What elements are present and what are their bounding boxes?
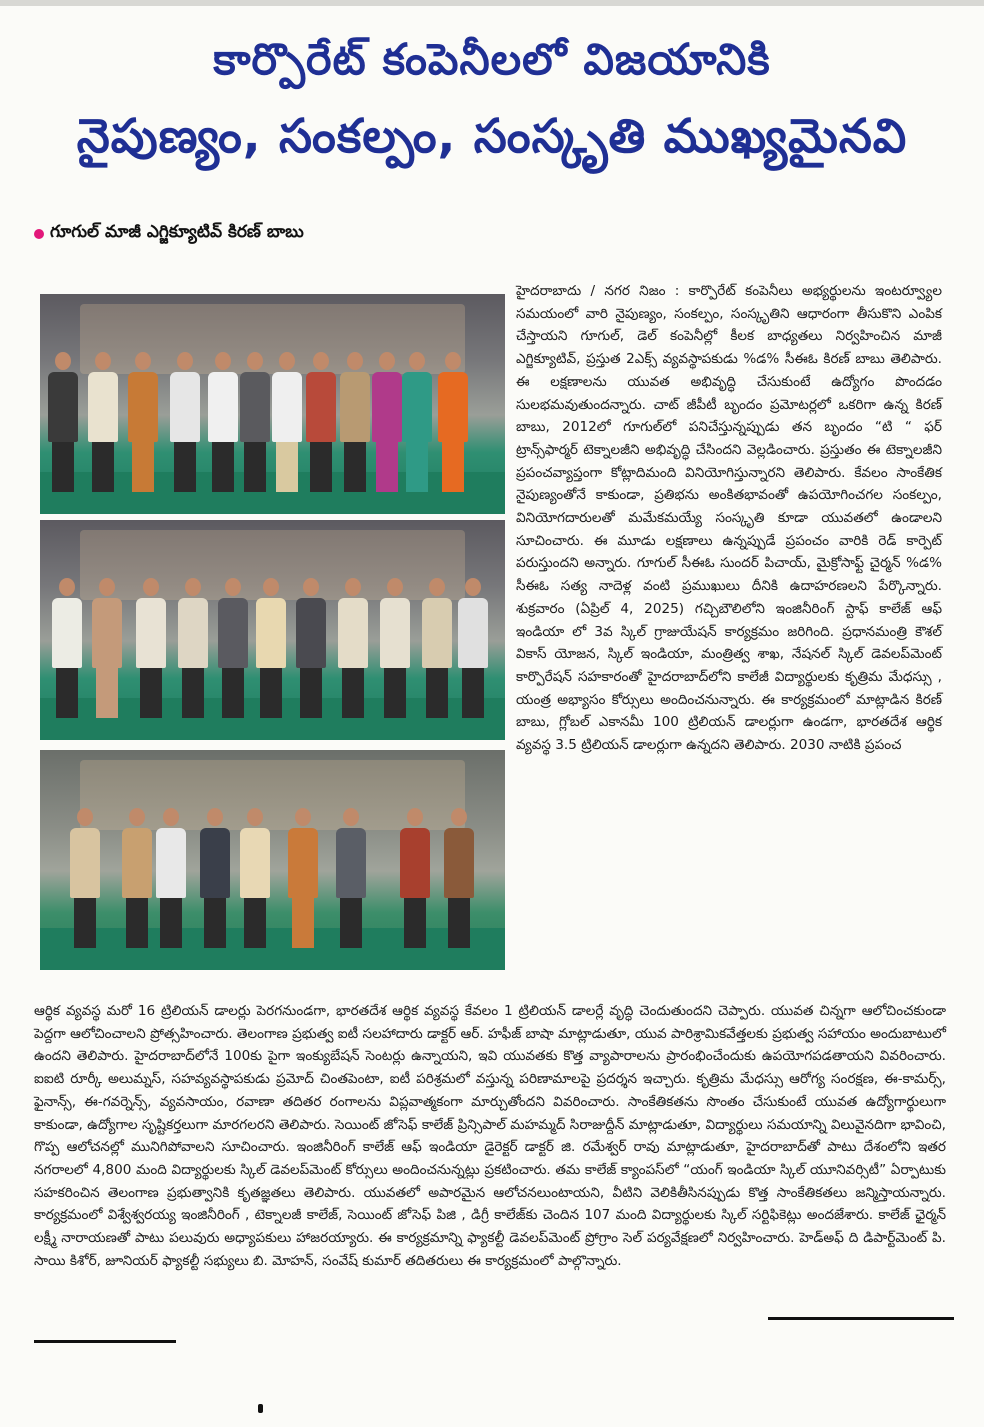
article-column-text: హైదరాబాదు / నగర నిజం : కార్పొరేట్ కంపెనీలు అభ్యర్థులను ఇంటర్వ్యూల సమయంలో వారి నైపుణ్యం, సంకల్పం, సంస్కృతిని ఆధారంగా తీసుకొని ఎంపిక చేస్తాయని గూగుల్, డెల్ కంపెనీల్లో కీలక బాధ్యతలు నిర్వహించిన మాజీ ఎగ్జిక్యూటివ్, ప్రస్తుత 2ఎక్స్ వ్యవస్థాపకుడు %డ% సీఈఓ కిరణ్ బాబు తెలిపారు. ఈ లక్షణాలను యువత అభివృద్ధి చేసుకుంటే ఉద్యోగం పొందడం సులభమవుతుందన్నారు. చాట్ జీపీటీ బృందం ప్రమోటర్లలో ఒకరిగా ఉన్న కిరణ్ బాబు, 2012లో గూగుల్‌లో పనిచేస్తున్నప్పుడు తన బృందం “టి “ ఫర్ ట్రాన్స్‌ఫార్మర్ టెక్నాలజీని అభివృద్ధి చేసిందని వెల్లడించారు. ప్రస్తుతం ఈ టెక్నాలజీని ప్రపంచవ్యాప్తంగా కోట్లాదిమంది వినియోగిస్తున్నారని తెలిపారు. కేవలం సాంకేతిక నైపుణ్యంతోనే కాకుండా, ప్రతిభను అంకితభావంతో ఉపయోగించగల సంకల్పం, వినియోగదారులతో మమేకమయ్యే సంస్కృతి కూడా యువతలో ఉండాలని సూచించారు. ఈ మూడు లక్షణాలు ఉన్నప్పుడే ప్రపంచం వారికి రెడ్ కార్పెట్ పరుస్తుందని అన్నారు. గూగుల్ సీఈఓ సుందర్ పిచాయ్, మైక్రోసాఫ్ట్ చైర్మన్ %డ% సీఈఓ సత్య నాదెళ్ల వంటి ప్రముఖులు దీనికి ఉదాహరణలని పేర్కొన్నారు. శుక్రవారం (ఏప్రిల్ 4, 2025) గచ్చిబౌలిలోని ఇంజినీరింగ్ స్టాఫ్ కాలేజ్ ఆఫ్ ఇండియా లో 3వ స్కిల్ గ్రాజుయేషన్ కార్యక్రమం జరిగింది. ప్రధానమంత్రి కౌశల్ వికాస్ యోజన, స్కిల్ ఇండియా, మంత్రిత్వ శాఖ, నేషనల్ స్కిల్ డెవలప్‌మెంట్ కార్పొరేషన్ సహకారంతో హైదరాబాద్‌లోని కాలేజీ విద్యార్థులకు కృత్రిమ మేధస్సు , యంత్ర అభ్యాసం కోర్సులు అందించనున్నారు. ఈ కార్యక్రమంలో మాట్లాడిన కిరణ్ బాబు, గ్లోబల్ ఎకానమీ 100 ట్రిలియన్ డాలర్లుగా ఉండగా, భారతదేశ ఆర్థిక వ్యవస్థ 3.5 ట్రిలియన్ డాలర్లుగా ఉన్నదని తెలిపారు. 2030 నాటికి ప్రపంచ	[516, 283, 942, 754]
ink-underline-mark	[768, 1317, 954, 1320]
stage-floor	[40, 928, 505, 970]
ink-underline-mark	[34, 1340, 176, 1343]
event-photo-2	[40, 520, 505, 740]
headline-line-2: నైపుణ్యం, సంకల్పం, సంస్కృతి ముఖ్యమైనవి	[76, 109, 908, 164]
headline-line-1: కార్పొరేట్ కంపెనీలలో విజయానికి	[213, 35, 771, 85]
byline-bullet-icon	[34, 229, 44, 239]
page-top-edge	[0, 0, 984, 6]
event-photo-1	[40, 294, 505, 514]
ink-dot-mark	[258, 1404, 263, 1413]
byline-text: గూగుల్ మాజీ ఎగ్జిక్యూటివ్ కిరణ్ బాబు	[50, 222, 304, 242]
event-photo-3	[40, 750, 505, 970]
article-body-text: ఆర్థిక వ్యవస్థ మరో 16 ట్రిలియన్ డాలర్లు పెరగనుండగా, భారతదేశ ఆర్థిక వ్యవస్థ కేవలం 1 ట్రిలియన్ డాలర్లే వృద్ధి చెందుతుందని చెప్పారు. యువత చిన్నగా ఆలోచించకుండా పెద్దగా ఆలోచించాలని ప్రోత్సహించారు. తెలంగాణ ప్రభుత్వ ఐటీ సలహాదారు డాక్టర్ ఆర్. హఫీజ్ బాషా మాట్లాడుతూ, యువ పారిశ్రామికవేత్తలకు ప్రభుత్వ సహాయం అందుబాటులో ఉందని తెలిపారు. హైదరాబాద్‌లోనే 100కు పైగా ఇంక్యుబేషన్ సెంటర్లు ఉన్నాయని, ఇవి యువతకు కొత్త వ్యాపారాలను ప్రారంభించేందుకు ఉపయోగపడతాయని వివరించారు. ఐఐటి రూర్కీ అలుమ్నస్, సహవ్యవస్థాపకుడు ప్రమోద్ చింతపెంటా, ఐటీ పరిశ్రమలో వస్తున్న పరిణామాలపై ప్రదర్శన ఇచ్చారు. కృత్రిమ మేధస్సు ఆరోగ్య సంరక్షణ, ఈ-కామర్స్, ఫైనాన్స్, ఈ-గవర్నెన్స్, వ్యవసాయం, రవాణా తదితర రంగాలను విప్లవాత్మకంగా మార్చుతోందని వివరించారు. సాంకేతికతను సొంతం చేసుకుంటే యువత ఉద్యోగార్థులుగా కాకుండా, ఉద్యోగాల సృష్టికర్తలుగా మారగలరని తెలిపారు. సెయింట్ జోసెఫ్ కాలేజ్ ప్రిన్సిపాల్ మహమ్మద్ సిరాజుద్దీన్ మాట్లాడుతూ, విద్యార్థులు సమయాన్ని విలువైనదిగా భావించి, గొప్ప ఆలోచనల్లో మునిగిపోవాలని సూచించారు. ఇంజినీరింగ్ కాలేజ్ ఆఫ్ ఇండియా డైరెక్టర్ డాక్టర్ జి. రమేశ్వర్ రావు మాట్లాడుతూ, హైదరాబాద్‌తో పాటు దేశంలోని ఇతర నగరాలలో 4,800 మంది విద్యార్థులకు స్కిల్ డెవలప్‌మెంట్ కోర్సులు అందించనున్నట్లు ప్రకటించారు. తమ కాలేజ్ క్యాంపస్‌లో “యంగ్ ఇండియా స్కిల్ యూనివర్సిటీ” ఏర్పాటుకు సహకరించిన తెలంగాణ ప్రభుత్వానికి కృతజ్ఞతలు తెలిపారు. యువతలో అపారమైన ఆలోచనలుంటాయని, వీటిని వెలికితీసినప్పుడు కొత్త సాంకేతికతలు జన్మిస్తాయన్నారు. కార్యక్రమంలో విశ్వేశ్వరయ్య ఇంజినీరింగ్ , టెక్నాలజీ కాలేజ్, సెయింట్ జోసెఫ్ పిజి , డిగ్రీ కాలేజ్‌కు చెందిన 107 మంది విద్యార్థులకు స్కిల్ సర్టిఫికెట్లు అందజేశారు. కాలేజ్ ఛైర్మన్ లక్ష్మీ నారాయణతో పాటు పలువురు అధ్యాపకులు హాజరయ్యారు. ఈ కార్యక్రమాన్ని ఫ్యాకల్టీ డెవలప్‌మెంట్ ప్రోగ్రాం సెల్ పర్యవేక్షణలో నిర్వహించారు. హెడ్‌అఫ్ ది డిపార్ట్‌మెంట్ పి. సాయి కిశోర్, జూనియర్ ఫ్యాకల్టీ సభ్యులు బి. మోహన్, సంవేష్ కుమార్ తదితరులు ఈ కార్యక్రమంలో పాల్గొన్నారు.	[34, 1003, 946, 1269]
byline	[34, 222, 304, 246]
